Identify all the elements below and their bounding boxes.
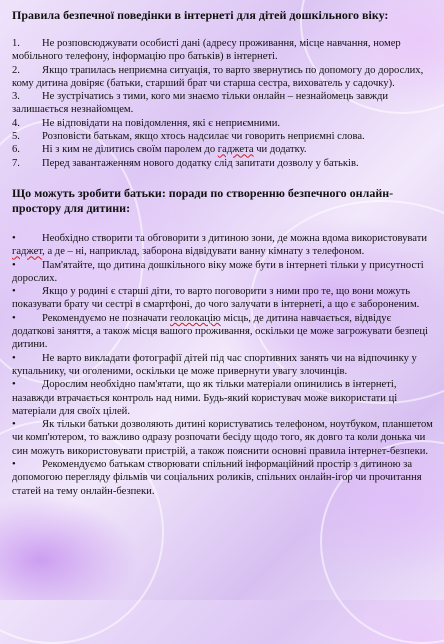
- tip-text: Дорослим необхідно пам'ятати, що як тільки матеріали опинились в інтернеті, назавжди втрачається контроль над ними. Будь-який користувач може використати ці матеріали для своїх цілей.: [12, 379, 398, 417]
- rule-number: 1.: [12, 38, 20, 49]
- tip-text: Пам'ятайте, що дитина дошкільного віку може бути в інтернеті тільки у присутності дорослих.: [12, 259, 424, 284]
- document-title: Правила безпечної поведінки в інтернеті для дітей дошкільного віку:: [12, 8, 389, 22]
- rule-item: [12, 90, 436, 117]
- tip-text: Якщо у родині є старші діти, то варто поговорити з ними про те, що вони можуть показувати брату чи сестрі в смартфоні, до чого залучати в інтернеті, а що є забороненим.: [12, 286, 420, 311]
- tip-item: [12, 418, 436, 458]
- rule-text: Не зустрічатись з тими, кого ми знаємо тільки онлайн – незнайомець завжди залишається незнайомцем.: [12, 91, 389, 116]
- tip-text: , а де – ні, наприклад, заборона відвідувати ванну кімнату з телефоном.: [42, 246, 365, 258]
- tip-text: місць, де дитина навчається, відвідує додаткові заняття, а також місця вашого проживання, оскільки це може загрожувати безпеці дитини.: [12, 312, 428, 351]
- rule-number: 3.: [12, 91, 20, 103]
- rule-text: Не розповсюджувати особисті дані (адресу проживання, місце навчання, номер мобільного телефону, інформацію про батьків) в інтернеті.: [12, 38, 401, 63]
- rule-item: [12, 143, 436, 156]
- rule-number: 4.: [12, 117, 20, 129]
- section-subtitle: Що можуть зробити батьки: поради по створенню безпечного онлайн-простору для дитини:: [12, 185, 394, 215]
- rule-text: Якщо трапилась неприємна ситуація, то варто звернутись по допомогу до дорослих, кому дитина довіряє (батьки, старший брат чи старша сестра, вихователь у садочку).: [12, 64, 424, 89]
- rule-text: Розповісти батькам, якщо хтось надсилає чи говорить неприємні слова.: [42, 131, 365, 143]
- rule-item: [12, 157, 436, 170]
- tip-text: Рекомендуємо не позначати: [42, 312, 170, 324]
- rule-item: [12, 117, 436, 130]
- bullet-icon: •: [12, 459, 16, 471]
- rule-text: Не відповідати на повідомлення, які є неприємними.: [42, 117, 281, 129]
- rule-number: 5.: [12, 131, 20, 143]
- rule-text: Перед завантаженням нового додатку слід запитати дозволу у батьків.: [42, 157, 359, 169]
- tip-item: [12, 352, 436, 379]
- rules-list: [12, 37, 436, 170]
- bullet-icon: •: [12, 259, 16, 271]
- tip-item: [12, 285, 436, 312]
- tip-text-underlined: гаджет: [12, 246, 43, 258]
- tip-item: [12, 232, 436, 259]
- tip-text: Рекомендуємо батькам створювати спільний інформаційний простір з дитиною за допомогою перегляду фільмів чи соціальних роликів, спільних онлайн-ігор чи прочитання статей на тему онлайн-безпеки.: [12, 459, 422, 497]
- bullet-icon: •: [12, 419, 16, 431]
- tip-text: Не варто викладати фотографії дітей під час спортивних занять чи на відпочинку у купальнику, чи оголеними, оскільки це може привернути увагу злочинців.: [12, 352, 417, 377]
- bullet-icon: •: [12, 352, 16, 364]
- rule-text: Ні з ким не ділитись своїм паролем до: [42, 144, 218, 156]
- bullet-icon: •: [12, 312, 16, 324]
- tip-item: [12, 378, 436, 418]
- tips-list: [12, 232, 436, 498]
- rule-item: [12, 64, 436, 91]
- rule-item: [12, 130, 436, 143]
- rule-item: [12, 37, 436, 64]
- rule-number: 2.: [12, 64, 20, 76]
- tip-text-underlined: геолокацію: [169, 312, 221, 324]
- tip-item: [12, 259, 436, 286]
- tip-text: Необхідно створити та обговорити з дитиною зони, де можна вдома використовувати: [42, 232, 428, 244]
- bullet-icon: •: [12, 286, 16, 298]
- tip-text: Як тільки батьки дозволяють дитині користуватись телефоном, ноутбуком, планшетом чи комп'ютером, то важливо одразу розпочати бесіду щодо того, як довго та коли донька чи син можуть використовувати пристрій, а також пояснити основні правила інтернет-безпеки.: [12, 419, 433, 457]
- document-body: [12, 8, 436, 498]
- rule-number: 6.: [12, 144, 20, 156]
- bullet-icon: •: [12, 232, 16, 244]
- bullet-icon: •: [12, 379, 16, 391]
- rule-text-underlined: гаджета: [217, 144, 254, 156]
- rule-number: 7.: [12, 157, 20, 169]
- tip-item: [12, 458, 436, 498]
- tip-item: [12, 312, 436, 352]
- rule-text: чи додатку.: [253, 144, 307, 156]
